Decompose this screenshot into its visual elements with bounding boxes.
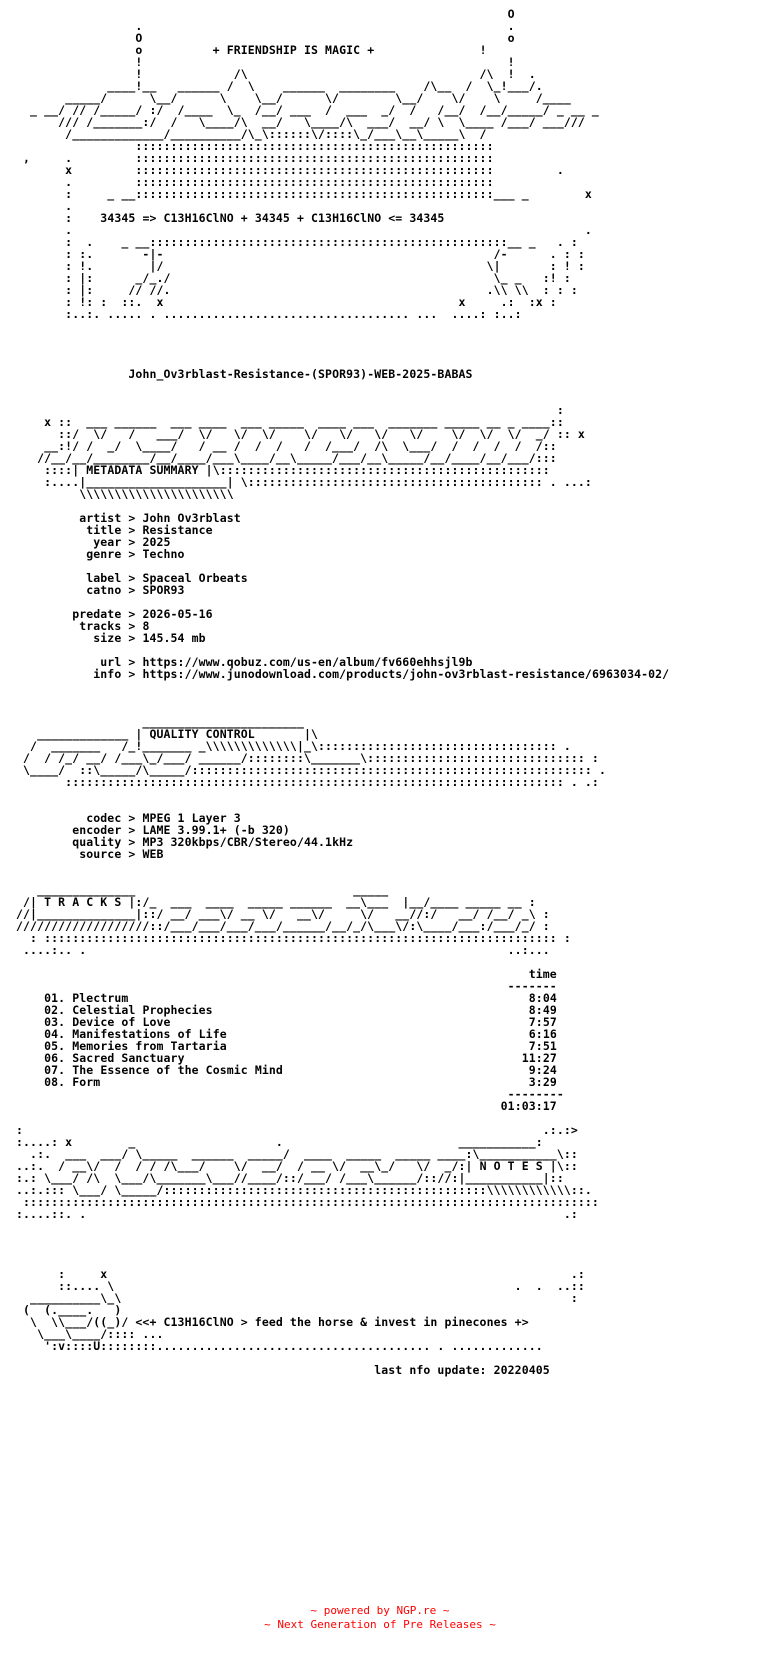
track-title: Device of Love: [72, 1015, 171, 1029]
size-value: 145.54 mb: [142, 631, 206, 645]
formula-line: 34345 => C13H16ClNO + 34345 + C13H16ClNO <= 34345: [100, 211, 445, 225]
track-time: 7:57: [528, 1015, 557, 1029]
track-time: 6:16: [528, 1027, 557, 1041]
track-title: Sacred Sanctuary: [72, 1051, 185, 1065]
track-title: Manifestations of Life: [72, 1027, 227, 1041]
catno-value: SPOR93: [142, 583, 185, 597]
track-title: The Essence of the Cosmic Mind: [72, 1063, 283, 1077]
track-number: 01.: [44, 991, 66, 1005]
total-time: 01:03:17: [500, 1099, 557, 1113]
codec-value: MPEG 1 Layer 3: [142, 811, 241, 825]
time-header: time: [528, 967, 557, 981]
label-value: Spaceal Orbeats: [142, 571, 248, 585]
track-time: 8:04: [528, 991, 557, 1005]
powered-by-credit[interactable]: ~ powered by NGP.re ~: [310, 1604, 450, 1617]
notes-section-title: N O T E S: [479, 1159, 543, 1173]
track-time: 7:51: [528, 1039, 557, 1053]
quality-value: MP3 320kbps/CBR/Stereo/44.1kHz: [142, 835, 354, 849]
track-number: 08.: [44, 1075, 66, 1089]
release-name: John_Ov3rblast-Resistance-(SPOR93)-WEB-2025-BABAS: [128, 367, 473, 381]
predate-value: 2026-05-16: [142, 607, 213, 621]
track-title: Celestial Prophecies: [72, 1003, 213, 1017]
last-update: last nfo update: 20220405: [374, 1363, 550, 1377]
track-time: 3:29: [528, 1075, 557, 1089]
next-generation-credit: ~ Next Generation of Pre Releases ~: [264, 1618, 496, 1631]
metadata-section-title: METADATA SUMMARY: [86, 463, 199, 477]
track-time: 9:24: [528, 1063, 557, 1077]
track-title: Plectrum: [72, 991, 129, 1005]
info-value: https://www.junodownload.com/products/john-ov3rblast-resistance/6963034-02/: [142, 667, 670, 681]
track-title: Memories from Tartaria: [72, 1039, 227, 1053]
track-time: 8:49: [528, 1003, 557, 1017]
url-value: https://www.qobuz.com/us-en/album/fv660ehhsjl9b: [142, 655, 473, 669]
artist-value: John Ov3rblast: [142, 511, 241, 525]
tracks-count-value: 8: [142, 619, 150, 633]
track-time: 11:27: [521, 1051, 557, 1065]
footer-slogan: <<+ C13H16ClNO > feed the horse & invest in pinecones +>: [135, 1315, 529, 1329]
genre-value: Techno: [142, 547, 185, 561]
header-banner: + FRIENDSHIP IS MAGIC +: [212, 43, 375, 57]
track-number: 02.: [44, 1003, 66, 1017]
encoder-value: LAME 3.99.1+ (-b 320): [142, 823, 290, 837]
source-value: WEB: [142, 847, 164, 861]
track-number: 03.: [44, 1015, 66, 1029]
nfo-ascii-art: O . . O o o + FRIENDSHIP IS MAGIC + ! ! ! ! /\ /\ ! . ____!__ ______ / \ ______ ________ /\__ / \_!___/. _____/ \__/ \ \__/ \/ \__/ \/ \ /____ _ __/ // /_____/ :/ /____ \_ /__/ ___ / ___ _/ / /__/ /__/_____/ _ __ _ /// /_______:/ / \____/\ __/ \____/\ ___/ __/ \ \____ /___/ ___/// /_____________/__________/\_\::::::\/::::\_/___\__\_____\ / ::::::::::::::::::::::::::::::::::::::::::::::::::: , . ::::::::::::::::::::::::::::::::::::::::::::::::::: x ::::::::::::::::::::::::::::::::::::::::::::::::::: . . ::::::::::::::::::::::::::::::::::::::::::::::::::: : _ __:::::::::::::::::::::::::::::::::::::::::::::::::::___ _ x . : 34345 => C13H16ClNO + 34345 + C13H16ClNO <= 34345 . . : . _ __:::::::::::::::::::::::::::::::::::::::::::::::::::__ _ . : : :. -|- /- . : : : !. |/ \| : ! : : |: _/_./ \_ _ :! : : |: // //. .\\ \\ : : : : !: : ::. x x .: :x : :..:. ..... . ................................... ... ....: :..: John_Ov3rblast-Resistance-(SPOR93)-WEB-2025-BABAS : x :: ___ ______ ___ ____ ___ _____ ____ ___ _______ _____ __ _ ____:: ::/ \/ / ___/ \/ \/ \/ \/ \/ \/ \/ \/ \/ \/ _/ :: x __:!/ / _/ \____/ / __ / / / / /___/ /\ \___/ / / / / /:: //__/__/________/__/____/___\____/__\_____/___/__\_____/__/____/__/___/::: ::::| METADATA SUMMARY |\::::::::::::::::::::::::::::::::::::::::::::::: :....|____________________| \:::::::::::::::::::::::::::::::::::::::::: . ...: \\\\\\\\\\\\\\\\\\\\\\ artist > John Ov3rblast title > Resistance year > 2025 genre > Techno label > Spaceal Orbeats catno > SPOR93 predate > 2026-05-16 tracks > 8 size > 145.54 mb url > https://www.qobuz.com/us-en/album/fv660ehhsjl9b info > https://www.junodownload.com/products/john-ov3rblast-resistance/6963034-02/ _______________________ _____________ | QUALITY CONTROL |\ / _______ /_!_______ _\\\\\\\\\\\\\|_\:::::::::::::::::::::::::::::::::: . / / /_/ __/ /___\_/___/ ______/::::::::\_______\::::::::::::::::::::::::::::::: : \____/ ::\_____/\_____/::::::::::::::::::::::::::::::::::::::::::::::::::::::::: . ::::::::::::::::::::::::::::::::::::::::::::::::::::::::::::::::::::::: . .: codec > MPEG 1 Layer 3 encoder > LAME 3.99.1+ (-b 320) quality > MP3 320kbps/CBR/Stereo/44.1kHz source > WEB ______________ _____ /| T R A C K S |:/_ ___ ____ _____ ______ __\___ |__/____ _____ __ : //|______________|::/ __/ ___\/ __ \/ __\/ \/ __//:/ __/ /__/ _\ : ///////////////////::/___/___/___/___/______/__/_/\___\/:\____/___:/___/_/ : : ::::::::::::::::::::::::::::::::::::::::::::::::::::::::::::::::::::::::: : ....:.. . ..:... time ------- 01. Plectrum 8:04 02. Celestial Prophecies 8:49 03. Device of Love 7:57 04. Manifestations of Life 6:16 05. Memories from Tartaria 7:51 06. Sacred Sanctuary 11:27 07. The Essence of the Cosmic Mind 9:24 08. Form 3:29 -------- 01:03:17 : .:.:> :....: x _ . ___________: .:. ___ ___/ \_____ ______ _____/ ____ _____ _____ ____:\___________\:: ..:. / __\/ / / / /\___/ \/ __/ / __ \/ __\_/ \/ _/:| N O T E S |\:: :.: \___/ /\ \___/\_______\___//____/::/___/ /___\______/:://:|___________|:: ..:.::: \___/ \_____/::::::::::::::::::::::::::::::::::::::::::::::\\\\\\\\\\\\::. :::::::::::::::::::::::::::::::::::::::::::::::::::::::::::::::::::::::::::::::::: :....::. . .: : x .: ::.... \ . . ..:: __________\_\ : ( (.____. ) \ \\___/((_)/ <<+ C13H16ClNO > feed the horse & invest in pinecones +> \___\____/:::: ... ':v::::U::::::::....................................... . ............. last nfo update: 20220405: [16, 7, 670, 1377]
year-value: 2025: [142, 535, 171, 549]
track-number: 07.: [44, 1063, 66, 1077]
track-number: 04.: [44, 1027, 66, 1041]
nfo-document: [16, 8, 669, 1376]
title-value: Resistance: [142, 523, 213, 537]
quality-section-title: QUALITY CONTROL: [149, 727, 255, 741]
track-number: 06.: [44, 1051, 66, 1065]
track-number: 05.: [44, 1039, 66, 1053]
track-title: Form: [72, 1075, 101, 1089]
tracks-section-title: T R A C K S: [44, 895, 122, 909]
